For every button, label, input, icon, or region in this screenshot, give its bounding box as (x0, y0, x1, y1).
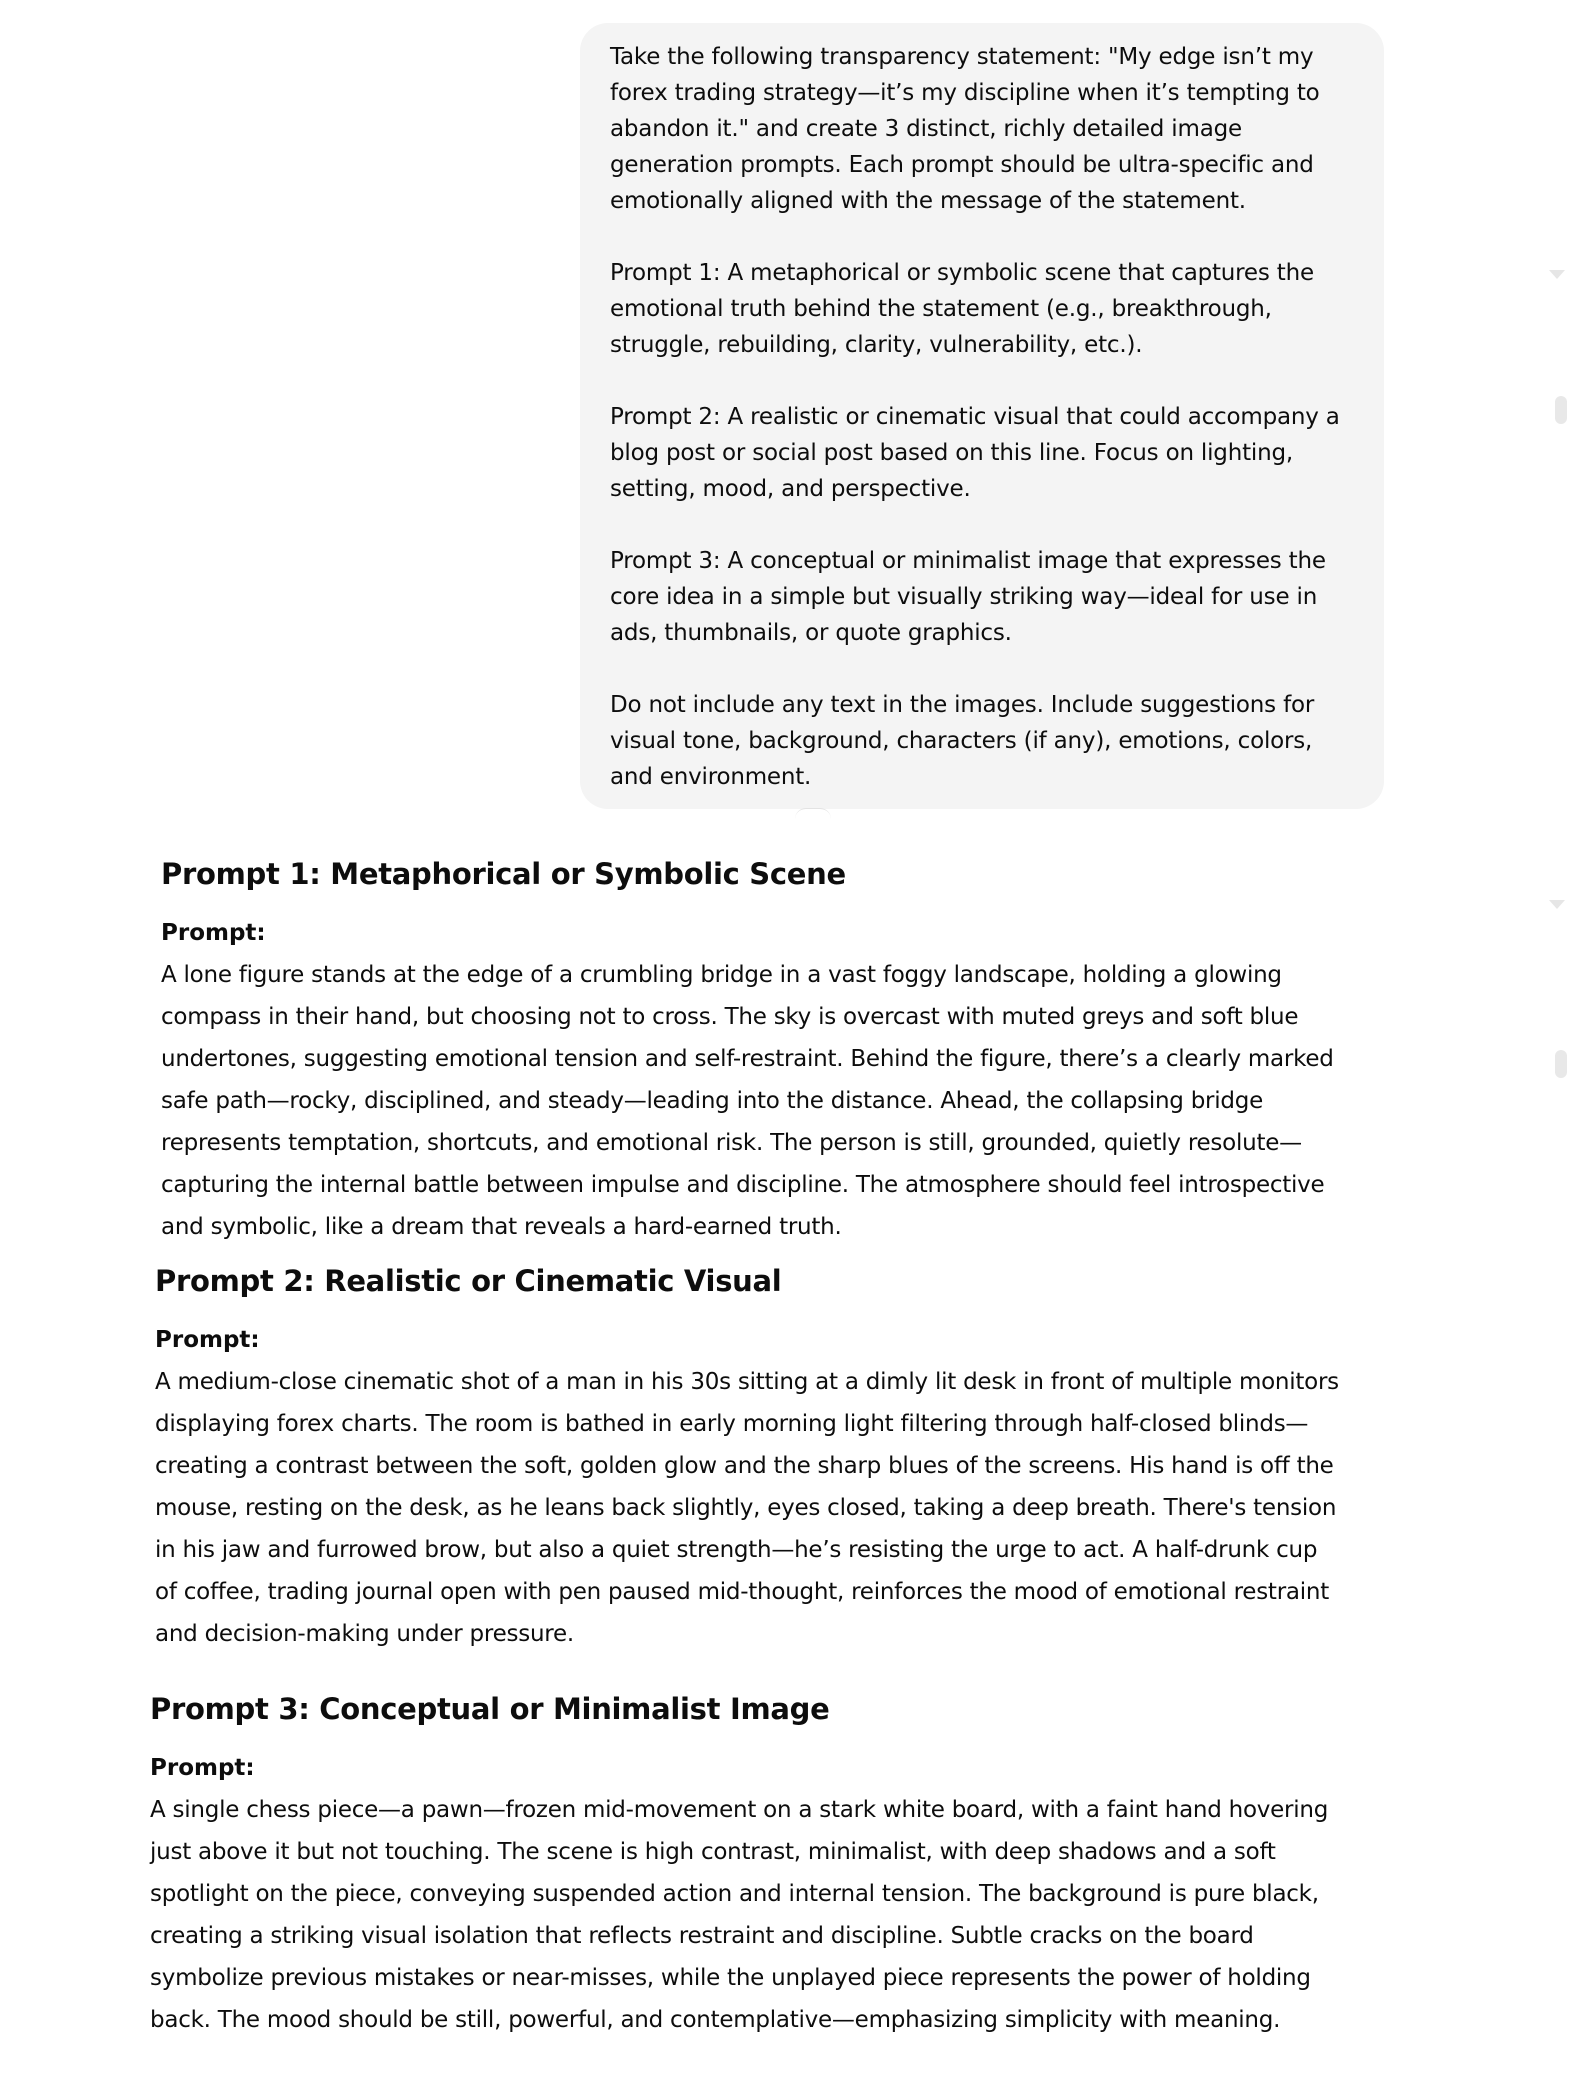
prompt-label: Prompt: (161, 920, 266, 946)
response-section-prompt-2 (155, 1263, 1345, 1655)
section-heading: Prompt 1: Metaphorical or Symbolic Scene (161, 857, 846, 891)
scroll-marker-pill[interactable] (1555, 1050, 1567, 1078)
user-message-paragraph-prompt-1: Prompt 1: A metaphorical or symbolic scene that captures the emotional truth behind the statement (e.g., breakthrough, struggle, rebuilding, clarity, vulnerability, etc.). (610, 260, 1322, 358)
bubble-edge-handle (795, 808, 831, 819)
section-heading: Prompt 2: Realistic or Cinematic Visual (155, 1264, 782, 1298)
response-section-prompt-1 (161, 856, 1351, 1248)
prompt-body-text: A single chess piece—a pawn—frozen mid-movement on a stark white board, with a faint hand hovering just above it but not touching. The scene is high contrast, minimalist, with deep shadows and a soft spotlight on the piece, conveying suspended action and internal tension. The background is pure black, creating a striking visual isolation that reflects restraint and discipline. Subtle cracks on the board symbolize previous mistakes or near-misses, while the unplayed piece represents the power of holding back. The mood should be still, powerful, and contemplative—emphasizing simplicity with meaning. (150, 1797, 1329, 2033)
user-message-paragraph-instructions: Do not include any text in the images. Include suggestions for visual tone, background, characters (if any), emotions, colors, and environment. (610, 692, 1322, 790)
prompt-label: Prompt: (150, 1755, 255, 1781)
user-message-bubble (580, 23, 1384, 809)
section-heading: Prompt 3: Conceptual or Minimalist Image (150, 1692, 830, 1726)
user-message-paragraph-intro: Take the following transparency statement: "My edge isn’t my forex trading strategy—it’s my discipline when it’s tempting to abandon it." and create 3 distinct, richly detailed image generation prompts. Each prompt should be ultra-specific and emotionally aligned with the message of the statement. (610, 44, 1327, 214)
prompt-label: Prompt: (155, 1327, 260, 1353)
user-message-paragraph-prompt-2: Prompt 2: A realistic or cinematic visual that could accompany a blog post or social post based on this line. Focus on lighting, setting, mood, and perspective. (610, 404, 1347, 502)
scroll-marker-pill[interactable] (1555, 396, 1567, 424)
scroll-marker-arrow-icon[interactable] (1549, 900, 1565, 909)
user-message-paragraph-prompt-3: Prompt 3: A conceptual or minimalist image that expresses the core idea in a simple but visually striking way—ideal for use in ads, thumbnails, or quote graphics. (610, 548, 1333, 646)
response-section-prompt-3 (150, 1691, 1340, 2041)
prompt-body-text: A lone figure stands at the edge of a crumbling bridge in a vast foggy landscape, holding a glowing compass in their hand, but choosing not to cross. The sky is overcast with muted greys and soft blue undertones, suggesting emotional tension and self-restraint. Behind the figure, there’s a clearly marked safe path—rocky, disciplined, and steady—leading into the distance. Ahead, the collapsing bridge represents temptation, shortcuts, and emotional risk. The person is still, grounded, quietly resolute—capturing the internal battle between impulse and discipline. The atmosphere should feel introspective and symbolic, like a dream that reveals a hard-earned truth. (161, 962, 1334, 1240)
prompt-body-text: A medium-close cinematic shot of a man in his 30s sitting at a dimly lit desk in front of multiple monitors displaying forex charts. The room is bathed in early morning light filtering through half-closed blinds—creating a contrast between the soft, golden glow and the sharp blues of the screens. His hand is off the mouse, resting on the desk, as he leans back slightly, eyes closed, taking a deep breath. There's tension in his jaw and furrowed brow, but also a quiet strength—he’s resisting the urge to act. A half-drunk cup of coffee, trading journal open with pen paused mid-thought, reinforces the mood of emotional restraint and decision-making under pressure. (155, 1369, 1339, 1647)
scroll-marker-arrow-icon[interactable] (1549, 270, 1565, 279)
